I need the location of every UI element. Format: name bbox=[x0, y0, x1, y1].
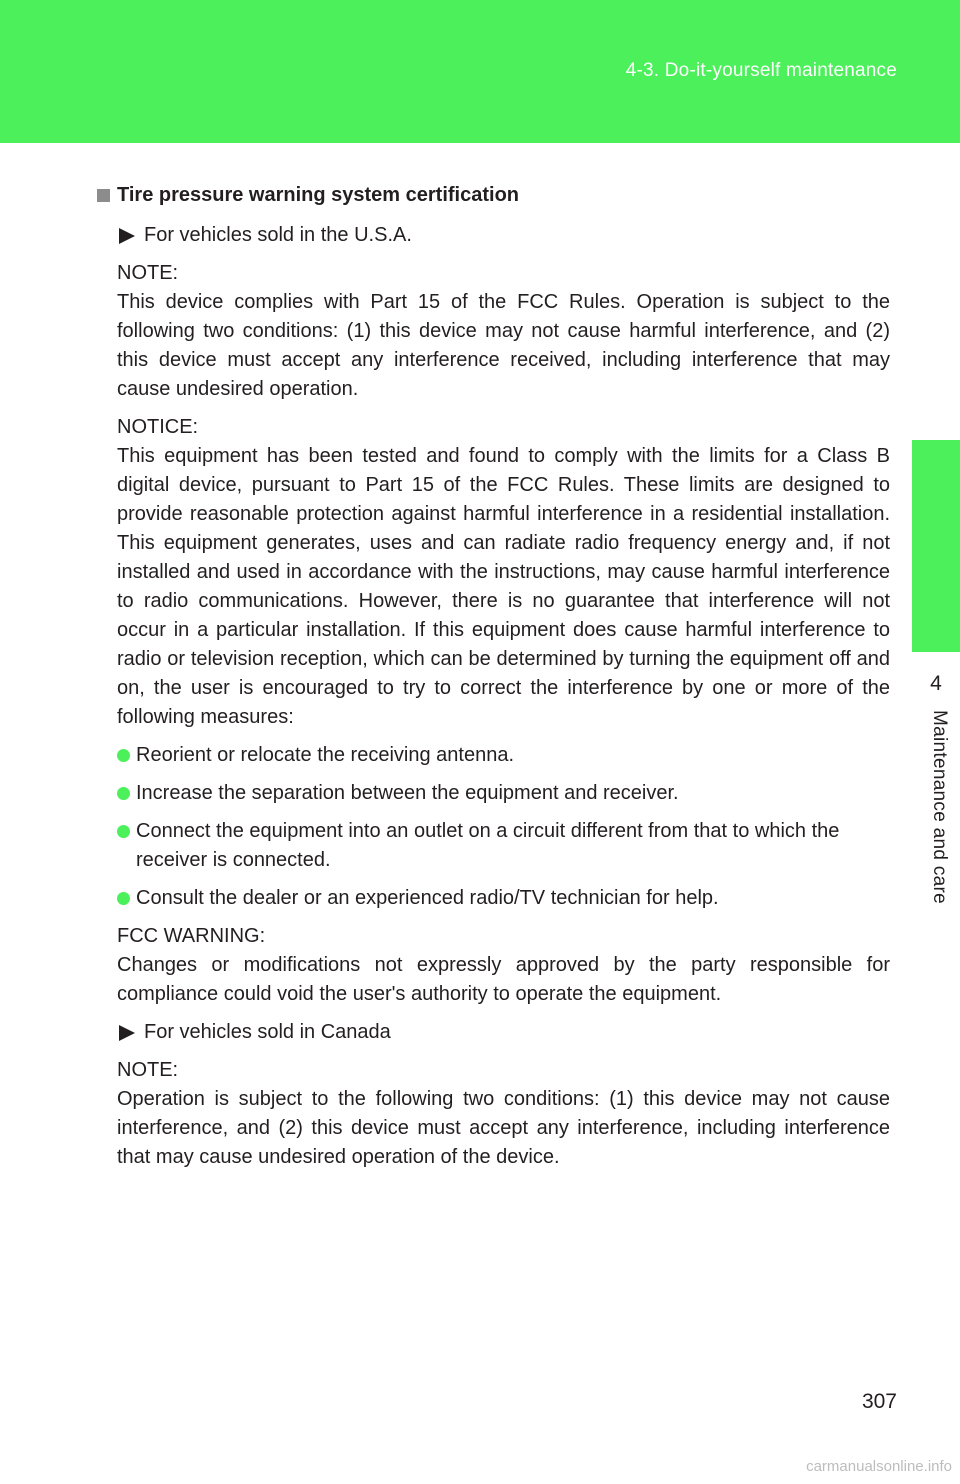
usa-note-label: NOTE: bbox=[117, 262, 179, 284]
usa-label: For vehicles sold in the U.S.A. bbox=[144, 224, 412, 246]
chapter-name: Maintenance and care bbox=[929, 710, 950, 905]
notice-label: NOTICE: bbox=[117, 416, 199, 438]
canada-note-label: NOTE: bbox=[117, 1059, 179, 1081]
canada-note-text: Operation is subject to the following two conditions: (1) this device may not cause interference, and (2) this device must accept any interference, including interference that may cause undesired operation of the device. bbox=[117, 1088, 890, 1168]
usa-note-text: This device complies with Part 15 of the FCC Rules. Operation is subject to the following two conditions: (1) this device may not cause harmful interference, and (2) this device must accept any interference received, including interference that may cause undesired operation. bbox=[117, 291, 890, 400]
watermark: carmanualsonline.info bbox=[806, 1458, 952, 1475]
bullet-dot-icon bbox=[117, 787, 130, 800]
fcc-warning-text: Changes or modifications not expressly approved by the party responsible for compliance could void the user's authority to operate the equipment. bbox=[117, 954, 890, 1005]
list-item-text: Increase the separation between the equipment and receiver. bbox=[136, 782, 679, 804]
list-item-text: Reorient or relocate the receiving antenna. bbox=[136, 744, 515, 766]
triangle-arrow-icon bbox=[119, 1025, 135, 1041]
section-heading bbox=[97, 184, 890, 207]
usa-subheading bbox=[119, 221, 890, 250]
list-item-text: Consult the dealer or an experienced radio/TV technician for help. bbox=[136, 887, 719, 909]
page-number: 307 bbox=[861, 1390, 897, 1413]
list-item bbox=[117, 817, 890, 875]
bullet-dot-icon bbox=[117, 825, 130, 838]
square-bullet-icon bbox=[97, 189, 110, 202]
list-item-text: Connect the equipment into an outlet on a circuit different from that to which the receiver is connected. bbox=[136, 820, 840, 871]
notice-text: This equipment has been tested and found to comply with the limits for a Class B digital device, pursuant to Part 15 of the FCC Rules. These limits are designed to provide reasonable protection against harmful interference in a residential installation. This equipment generates, uses and can radiate radio frequency energy and, if not installed and used in accordance with the instructions, may cause harmful interference to radio communications. However, there is no guarantee that interference will not occur in a particular installation. If this equipment does cause harmful interference to radio or television reception, which can be determined by turning the equipment off and on, the user is encouraged to try to correct the interference by one or more of the following measures: bbox=[117, 445, 890, 728]
section-title: 4-3. Do-it-yourself maintenance bbox=[625, 60, 897, 81]
triangle-arrow-icon bbox=[119, 228, 135, 244]
chapter-tab bbox=[912, 440, 960, 652]
list-item bbox=[117, 779, 890, 808]
page-content bbox=[97, 184, 890, 1181]
fcc-warning-label: FCC WARNING: bbox=[117, 925, 266, 947]
list-item bbox=[117, 884, 890, 913]
section-heading-text: Tire pressure warning system certification bbox=[117, 184, 520, 206]
bullet-dot-icon bbox=[117, 892, 130, 905]
list-item bbox=[117, 741, 890, 770]
chapter-number: 4 bbox=[930, 672, 942, 695]
canada-label: For vehicles sold in Canada bbox=[144, 1021, 391, 1043]
bullet-dot-icon bbox=[117, 749, 130, 762]
header-band bbox=[0, 0, 960, 143]
canada-subheading bbox=[119, 1018, 890, 1047]
